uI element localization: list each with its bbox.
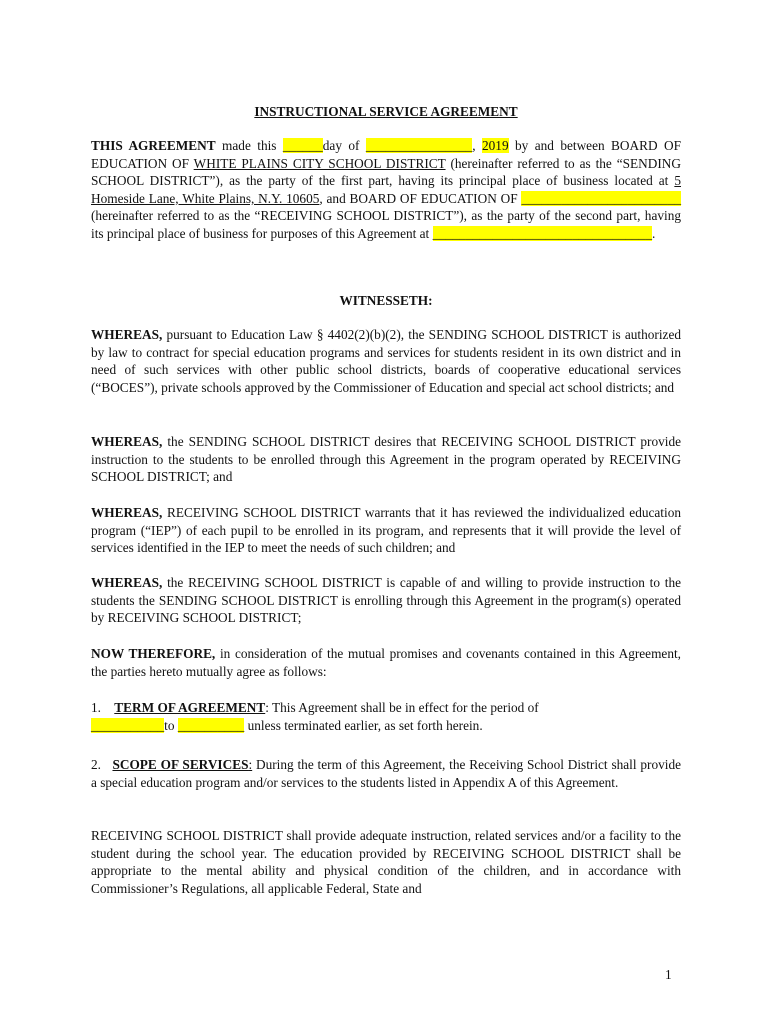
blank-day-field[interactable]: ______ [282,138,323,153]
now-therefore-paragraph [91,645,681,680]
blank-month-field[interactable]: ________________ [365,138,473,153]
whereas-text: RECEIVING SCHOOL DISTRICT warrants that it has reviewed the individualized education program (“IEP”) of each pupil to be enrolled in its program, and represents that it will provide the level of services identified in the IEP to meet the needs of such children; and [91,505,681,556]
whereas-text: pursuant to Education Law § 4402(2)(b)(2), the SENDING SCHOOL DISTRICT is authorized by law to contract for special education programs and services for students resident in its own district and in need of such services with other public school districts, boards of cooperative educational services (“BOCES”), private schools approved by the Commissioner of Education and special act school districts; and [91,327,681,395]
year-field[interactable]: 2019 [482,138,509,153]
intro-text: made this [215,138,283,153]
now-therefore-text: in consideration of the mutual promises and covenants contained in this Agreement, the parties hereto mutually agree as follows: [91,646,681,679]
intro-text: (hereinafter referred to as the “RECEIVING SCHOOL DISTRICT”), as the party of the second part, having its principal place of business for purposes of this Agreement at [91,208,681,241]
intro-text: , [472,138,482,153]
whereas-paragraph-1 [91,326,681,396]
whereas-lead: WHEREAS, [91,327,163,342]
section-1-term [91,699,681,734]
intro-text: (hereinafter referred to as the “SENDING SCHOOL DISTRICT”), as the party of the first part, having its principal place of business located at [91,155,681,189]
section-colon: : [248,757,253,772]
section-text: : This Agreement shall be in effect for the period of [265,700,539,715]
section-number: 2. [91,757,101,772]
witnesseth-heading: WITNESSETH: [339,293,433,308]
document-page [91,0,681,1024]
section-text: unless terminated earlier, as set forth herein. [244,717,483,733]
sending-district-name: WHITE PLAINS CITY SCHOOL DISTRICT [193,155,446,171]
section-text: During the term of this Agreement, the Receiving School District shall provide a special education program and/or services to the students listed in Appendix A of this Agreement. [91,757,681,790]
whereas-paragraph-3 [91,504,681,557]
receiving-district-paragraph: RECEIVING SCHOOL DISTRICT shall provide adequate instruction, related services and/or a facility to the student during the school year. The education provided by RECEIVING SCHOOL DISTRICT shall be appropriate to the mental ability and physical condition of the children, and in accordance with Commissioner’s Regulations, all applicable Federal, State and [91,828,681,896]
blank-term-to-field[interactable]: __________ [177,717,245,733]
now-therefore-lead: NOW THEREFORE, [91,646,216,661]
blank-term-from-field[interactable]: ___________ [91,717,165,733]
intro-lead: THIS AGREEMENT [91,138,216,153]
section-2-scope [91,756,681,791]
whereas-paragraph-2 [91,433,681,486]
section-text: to [164,717,178,733]
blank-place-field[interactable]: _________________________________ [432,225,652,241]
section-number: 1. [91,700,101,715]
sending-address: 5 Homeside Lane, White Plains, N.Y. 10605 [91,173,681,206]
intro-text: . [651,225,656,241]
page-number: 1 [665,967,672,982]
section-heading: SCOPE OF SERVICES [112,757,249,772]
intro-text: by and between BOARD OF EDUCATION OF [91,138,681,171]
intro-text: day of [322,138,366,153]
whereas-paragraph-4 [91,574,681,627]
whereas-lead: WHEREAS, [91,575,163,590]
whereas-text: the SENDING SCHOOL DISTRICT desires that RECEIVING SCHOOL DISTRICT provide instruction to the students to be enrolled through this Agreement in the program operated by RECEIVING SCHOOL DISTRICT; and [91,434,681,485]
section-heading: TERM OF AGREEMENT [114,700,266,715]
intro-paragraph [91,137,681,243]
whereas-lead: WHEREAS, [91,505,163,520]
document-title: INSTRUCTIONAL SERVICE AGREEMENT [254,104,518,119]
blank-receiving-district-field[interactable]: ________________________ [521,190,681,206]
whereas-lead: WHEREAS, [91,434,163,449]
whereas-text: the RECEIVING SCHOOL DISTRICT is capable of and willing to provide instruction to the students the SENDING SCHOOL DISTRICT is enrolling through this Agreement in the program(s) operated by RECEIVING SCHOOL DISTRICT; [91,575,681,626]
intro-text: , and BOARD OF EDUCATION OF [319,190,522,206]
